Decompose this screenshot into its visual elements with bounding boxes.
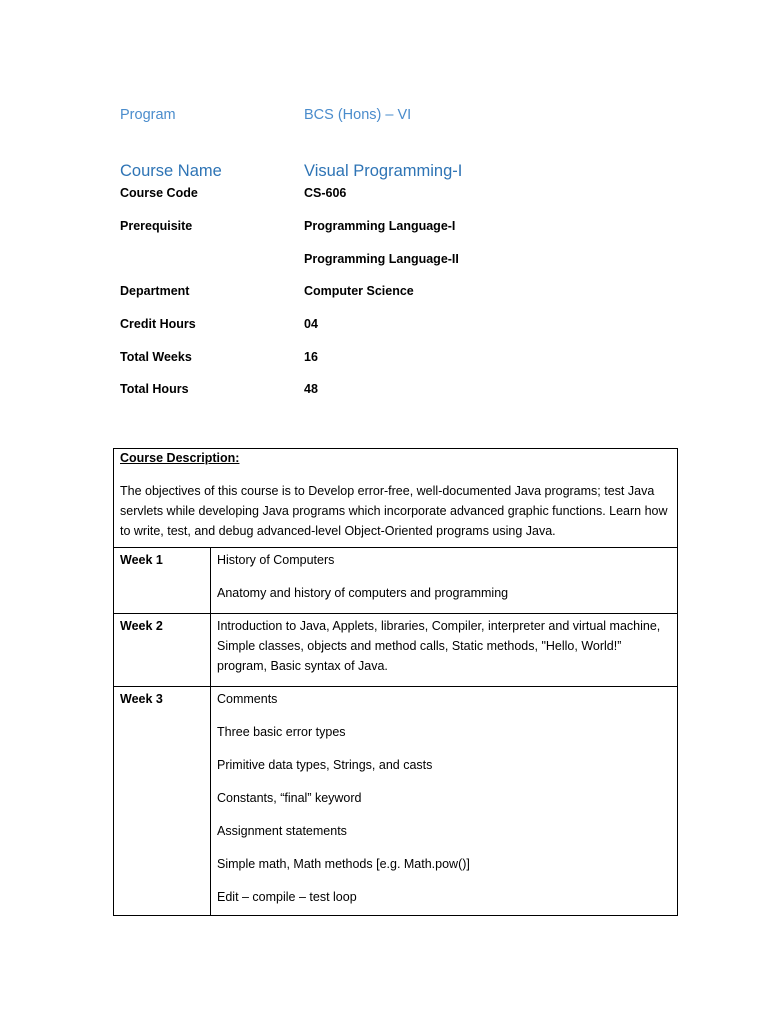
week-label: Week 3: [114, 687, 211, 916]
total-weeks-label: Total Weeks: [120, 350, 192, 364]
topic-item: Comments: [217, 692, 278, 706]
week-topics: [211, 687, 678, 916]
course-outline-table: [113, 448, 678, 916]
topic-item: History of Computers: [217, 553, 335, 567]
topic-item: Assignment statements: [217, 824, 347, 838]
course-code-value: CS-606: [304, 186, 347, 200]
topic-item: Primitive data types, Strings, and casts: [217, 758, 433, 772]
topic-item: Constants, “final” keyword: [217, 791, 362, 805]
prerequisite-value-2: Programming Language-II: [304, 252, 459, 266]
topic-item: Anatomy and history of computers and programming: [217, 586, 509, 600]
prerequisite-label: Prerequisite: [120, 219, 193, 233]
course-code-label: Course Code: [120, 186, 198, 200]
week-row: [114, 687, 678, 916]
week-row: [114, 548, 678, 614]
credit-hours-value: 04: [304, 317, 318, 331]
topic-item: Edit – compile – test loop: [217, 890, 357, 904]
week-topics: [211, 614, 678, 687]
week-topics: [211, 548, 678, 614]
department-label: Department: [120, 284, 190, 298]
program-label: Program: [120, 107, 176, 123]
program-value: BCS (Hons) – VI: [304, 107, 412, 123]
course-name-value: Visual Programming-I: [304, 162, 463, 180]
credit-hours-label: Credit Hours: [120, 317, 196, 331]
week-label: Week 1: [114, 548, 211, 614]
total-weeks-value: 16: [304, 350, 318, 364]
week-row: [114, 614, 678, 687]
week-label: Week 2: [114, 614, 211, 687]
topic-item: Introduction to Java, Applets, libraries, Compiler, interpreter and virtual machine, Simple classes, objects and method calls, Static methods, "Hello, World!” program, Basic syntax of Java.: [217, 619, 661, 673]
total-hours-value: 48: [304, 382, 318, 396]
topic-item: Three basic error types: [217, 725, 346, 739]
description-row: [114, 449, 678, 548]
topic-item: Simple math, Math methods [e.g. Math.pow()]: [217, 857, 470, 871]
description-cell: [114, 449, 678, 548]
total-hours-label: Total Hours: [120, 382, 189, 396]
description-text: The objectives of this course is to Develop error-free, well-documented Java programs; test Java servlets while developing Java programs which incorporate advanced graphic functions. Learn how to write, test, and debug advanced-level Object-Oriented programs using Java.: [120, 484, 668, 538]
description-title: Course Description:: [120, 451, 240, 465]
course-name-label: Course Name: [120, 162, 222, 180]
department-value: Computer Science: [304, 284, 414, 298]
prerequisite-value-1: Programming Language-I: [304, 219, 456, 233]
